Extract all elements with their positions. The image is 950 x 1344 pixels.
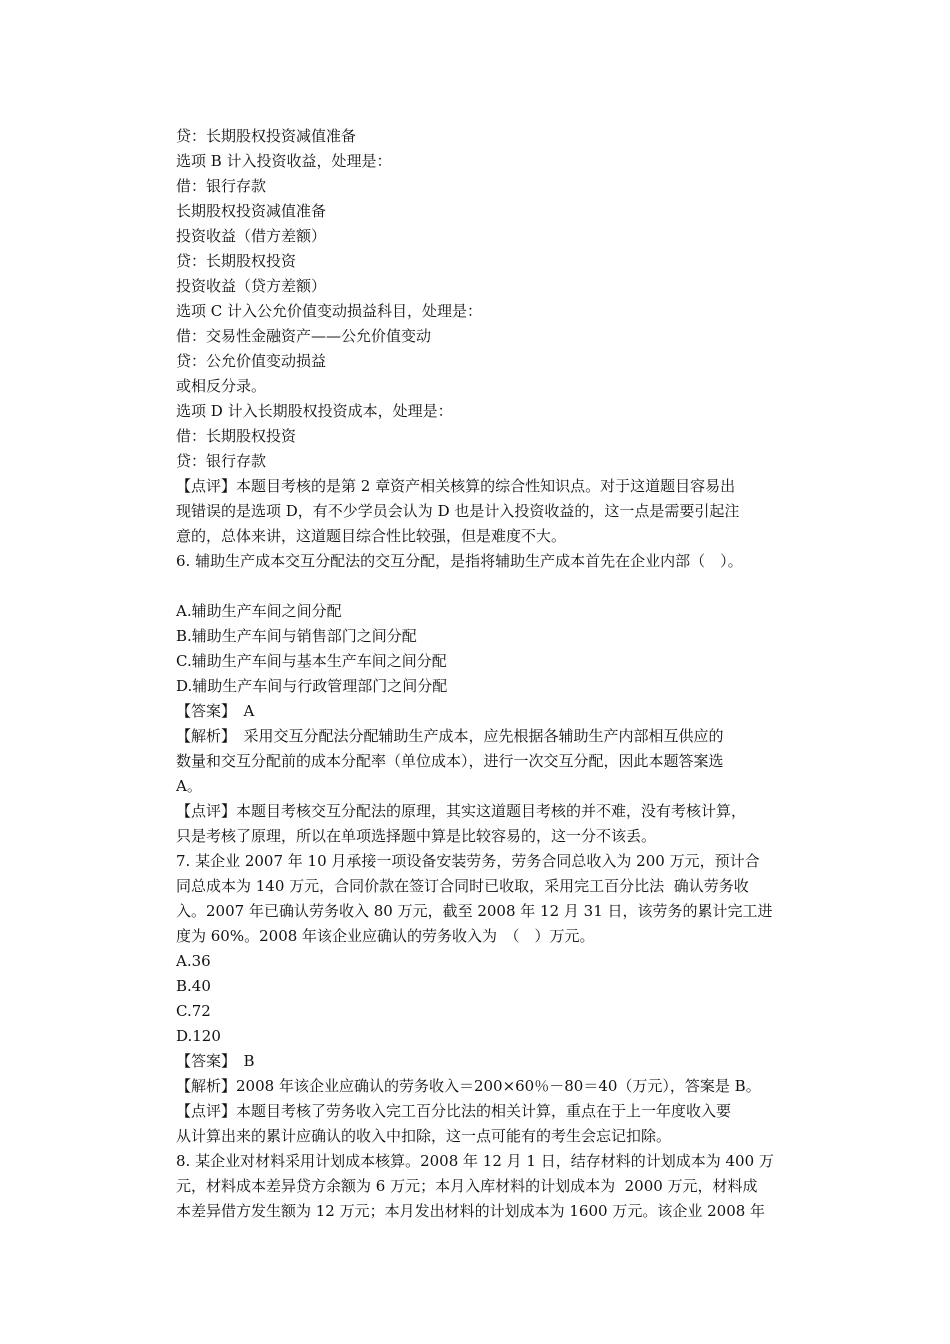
text-line: 借：银行存款 — [176, 177, 267, 195]
document-body — [176, 124, 806, 1224]
text-line: 选项 B 计入投资收益，处理是： — [176, 152, 392, 170]
text-line: 度为 60%。2008 年该企业应确认的劳务收入为 （ ）万元。 — [176, 927, 595, 945]
blank-line — [176, 574, 806, 599]
text-line: 现错误的是选项 D，有不少学员会认为 D 也是计入投资收益的，这一点是需要引起注 — [176, 502, 740, 520]
question-8-stem: 8. 某企业对材料采用计划成本核算。2008 年 12 月 1 日，结存材料的计划成本为 400 万 — [176, 1152, 774, 1170]
option-d: D.120 — [176, 1027, 221, 1045]
text-line: 选项 C 计入公允价值变动损益科目，处理是： — [176, 302, 483, 320]
option-b: B.40 — [176, 977, 211, 995]
text-line: 入。2007 年已确认劳务收入 80 万元，截至 2008 年 12 月 31 日，该劳务的累计完工进 — [176, 902, 773, 920]
text-line: 本差异借方发生额为 12 万元；本月发出材料的计划成本为 1600 万元。该企业 2008 年 — [176, 1202, 766, 1220]
option-d: D.辅助生产车间与行政管理部门之间分配 — [176, 677, 448, 695]
option-b: B.辅助生产车间与销售部门之间分配 — [176, 627, 417, 645]
question-7-stem: 7. 某企业 2007 年 10 月承接一项设备安装劳务，劳务合同总收入为 200 万元，预计合 — [176, 852, 760, 870]
text-line: 长期股权投资减值准备 — [176, 202, 327, 220]
text-line: 意的，总体来讲，这道题目综合性比较强，但是难度不大。 — [176, 527, 567, 545]
option-c: C.辅助生产车间与基本生产车间之间分配 — [176, 652, 447, 670]
answer-line: 【答案】 A — [176, 702, 255, 720]
text-line: 贷：长期股权投资 — [176, 252, 297, 270]
text-line: 投资收益（借方差额） — [176, 227, 327, 245]
text-line: 贷：银行存款 — [176, 452, 267, 470]
text-line: 同总成本为 140 万元，合同价款在签订合同时已收取，采用完工百分比法 确认劳务收 — [176, 877, 749, 895]
answer-line: 【答案】 B — [176, 1052, 255, 1070]
text-line: 借：交易性金融资产——公允价值变动 — [176, 327, 432, 345]
comment-line: 【点评】本题目考核交互分配法的原理，其实这道题目考核的并不难，没有考核计算， — [176, 802, 747, 820]
analysis-line: 【解析】 采用交互分配法分配辅助生产成本，应先根据各辅助生产内部相互供应的 — [176, 727, 724, 745]
text-line: 投资收益（贷方差额） — [176, 277, 327, 295]
text-line: 借：长期股权投资 — [176, 427, 297, 445]
text-line: 数量和交互分配前的成本分配率（单位成本），进行一次交互分配，因此本题答案选 — [176, 752, 724, 770]
analysis-line: 【解析】2008 年该企业应确认的劳务收入＝200×60％－80＝40（万元），答案是 B。 — [176, 1077, 761, 1095]
text-line: 贷：长期股权投资减值准备 — [176, 127, 357, 145]
text-line: 贷：公允价值变动损益 — [176, 352, 327, 370]
text-line: A。 — [176, 777, 202, 795]
option-c: C.72 — [176, 1002, 211, 1020]
option-a: A.辅助生产车间之间分配 — [176, 602, 342, 620]
option-a: A.36 — [176, 952, 211, 970]
text-line: 【点评】本题目考核的是第 2 章资产相关核算的综合性知识点。对于这道题目容易出 — [176, 477, 736, 495]
text-line: 元，材料成本差异贷方余额为 6 万元；本月入库材料的计划成本为 2000 万元，材料成 — [176, 1177, 758, 1195]
question-6-stem: 6. 辅助生产成本交互分配法的交互分配，是指将辅助生产成本首先在企业内部（ ）。 — [176, 552, 743, 570]
text-line: 选项 D 计入长期股权投资成本，处理是： — [176, 402, 453, 420]
text-line: 从计算出来的累计应确认的收入中扣除，这一点可能有的考生会忘记扣除。 — [176, 1127, 672, 1145]
text-line: 只是考核了原理，所以在单项选择题中算是比较容易的，这一分不该丢。 — [176, 827, 657, 845]
comment-line: 【点评】本题目考核了劳务收入完工百分比法的相关计算，重点在于上一年度收入要 — [176, 1102, 732, 1120]
text-line: 或相反分录。 — [176, 377, 267, 395]
